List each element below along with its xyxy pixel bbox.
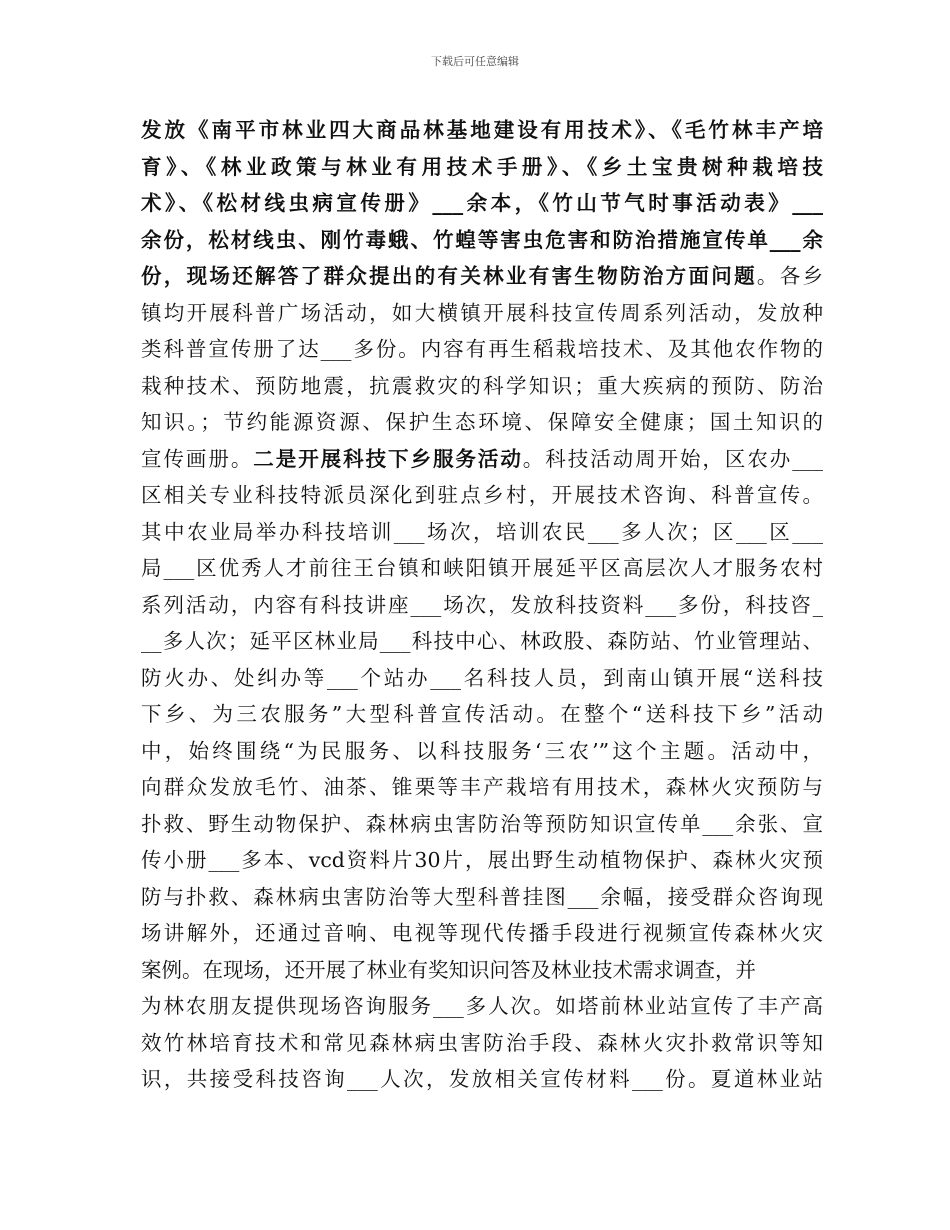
text-segment: 识，共接受科技咨询___人次，发放相关宣传材料___份。夏道林业站: [141, 1067, 823, 1091]
text-line: [141, 733, 823, 770]
text-line: [141, 185, 823, 222]
text-segment: 场讲解外，还通过音响、电视等现代传播手段进行视频宣传森林火灾: [141, 921, 823, 945]
bold-text-segment: 二是开展科技下乡服务活动: [253, 446, 523, 471]
text-line: [141, 1061, 823, 1098]
bold-text-segment: 发放《南平市林业四大商品林基地建设有用技术》、《毛竹林丰产培: [141, 118, 823, 142]
text-segment: 局___区优秀人才前往王台镇和峡阳镇开展延平区高层次人才服务农村: [141, 556, 823, 580]
text-line: [141, 112, 823, 149]
text-segment: 宣传画册。: [141, 446, 254, 471]
text-segment: 扑救、野生动物保护、森林病虫害防治等预防知识宣传单___余张、宣: [141, 811, 823, 836]
text-segment: 传小册___多本、vcd资料片30片，展出野生动植物保护、森林火灾预: [141, 848, 823, 872]
text-line: [141, 915, 823, 952]
text-segment: 栽种技术、预防地震，抗震救灾的科学知识；重大疾病的预防、防治: [141, 373, 823, 398]
text-line: [141, 477, 823, 514]
text-line: [141, 404, 823, 441]
text-segment: 区相关专业科技特派员深化到驻点乡村，开展技术咨询、科普宣传。: [141, 483, 823, 507]
text-segment: 中，始终围绕“为民服务、以科技服务‘三农’”这个主题。活动中，: [141, 738, 823, 763]
text-segment: __多人次；延平区林业局___科技中心、林政股、森防站、竹业管理站、: [141, 629, 823, 653]
text-line: [141, 222, 823, 259]
text-line: [141, 441, 823, 478]
text-line: [141, 1025, 823, 1062]
text-segment: 防与扑救、森林病虫害防治等大型科普挂图___余幅，接受群众咨询现: [141, 884, 823, 909]
text-line: [141, 149, 823, 186]
text-segment: 案例。在现场，还开展了林业有奖知识问答及林业技术需求调查，并: [141, 957, 756, 982]
text-segment: 。各乡: [756, 264, 823, 288]
text-line: [141, 258, 823, 295]
text-segment: 防火办、处纠办等___个站办___名科技人员，到南山镇开展“送科技: [141, 665, 823, 690]
text-segment: 效竹林培育技术和常见森林病虫害防治手段、森林火灾扑救常识等知: [141, 1030, 823, 1055]
page-header-note: 下载后可任意编辑: [431, 55, 519, 68]
text-line: [141, 295, 823, 332]
text-line: [141, 988, 823, 1025]
text-line: [141, 368, 823, 405]
text-line: [141, 331, 823, 368]
bold-text-segment: 育》、《林业政策与林业有用技术手册》、《乡土宝贵树种栽培技: [141, 154, 823, 179]
text-line: [141, 879, 823, 916]
bold-text-segment: 术》、《松材线虫病宣传册》___余本，《竹山节气时事活动表》___: [141, 191, 823, 215]
text-segment: 为林农朋友提供现场咨询服务___多人次。如塔前林业站宣传了丰产高: [141, 994, 823, 1018]
text-segment: 向群众发放毛竹、油茶、锥栗等丰产栽培有用技术，森林火灾预防与: [141, 775, 823, 799]
text-line: [141, 696, 823, 733]
text-segment: 类科普宣传册了达___多份。内容有再生稻栽培技术、及其他农作物的: [141, 337, 823, 361]
document-body: [141, 112, 823, 1098]
text-segment: 镇均开展科普广场活动，如大横镇开展科技宣传周系列活动，发放种: [141, 300, 823, 325]
text-line: [141, 660, 823, 697]
text-line: [141, 514, 823, 551]
text-line: [141, 769, 823, 806]
text-line: [141, 806, 823, 843]
text-line: [141, 550, 823, 587]
text-segment: 知识。；节约能源资源、保护生态环境、保障安全健康；国土知识的: [141, 410, 823, 434]
text-segment: 系列活动，内容有科技讲座___场次，发放科技资料___多份，科技咨_: [141, 592, 823, 617]
text-line: [141, 842, 823, 879]
text-line: [141, 952, 823, 989]
text-segment: 。科技活动周开始，区农办___: [522, 446, 823, 471]
text-line: [141, 587, 823, 624]
bold-text-segment: 余份，松材线虫、刚竹毒蛾、竹蝗等害虫危害和防治措施宣传单___余: [141, 227, 823, 252]
bold-text-segment: 份，现场还解答了群众提出的有关林业有害生物防治方面问题: [141, 264, 757, 288]
text-segment: 其中农业局举办科技培训___场次，培训农民___多人次；区___区___: [141, 519, 823, 544]
text-segment: 下乡、为三农服务”大型科普宣传活动。在整个“送科技下乡”活动: [141, 702, 823, 726]
text-line: [141, 623, 823, 660]
